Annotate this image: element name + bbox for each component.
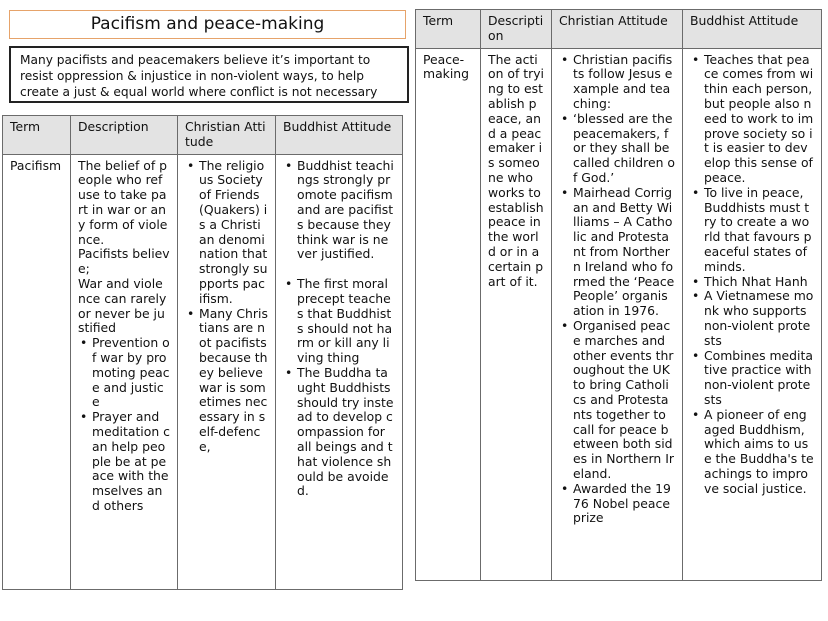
table-header-row (416, 10, 822, 49)
header-term: Term (416, 10, 481, 49)
intro-text: Many pacifists and peacemakers believe it’s important to resist oppression & injustice in non-violent ways, to help create a just & equal world where conflict is not necessary (9, 46, 409, 103)
buddhist-bullet: • A Vietnamese monk who supports non-violent protests (704, 289, 814, 348)
header-description: Description (481, 10, 552, 49)
buddhist-attitude-cell (683, 48, 822, 580)
christian-bullet: • Organised peace marches and other events throughout the UK to bring Catholics and Protestants together to call for peace between both sides in Northern Ireland. (573, 319, 675, 482)
table-row (416, 48, 822, 580)
peace-making-table (415, 9, 822, 581)
buddhist-bullet: • To live in peace, Buddhists must try to create a world that favours peaceful states of minds. (704, 186, 814, 275)
description-line: The belief of people who refuse to take part in war or any form of violence. (78, 157, 168, 247)
header-term: Term (3, 116, 71, 155)
buddhist-bullet: • The first moral precept teaches that Buddhists should not harm or kill any living thing (297, 277, 395, 366)
christian-bullet: • Awarded the 1976 Nobel peace prize (573, 482, 675, 526)
table-row (3, 154, 403, 589)
header-description: Description (71, 116, 178, 155)
christian-attitude-cell (178, 154, 276, 589)
header-christian-attitude: Christian Attitude (552, 10, 683, 49)
table-header-row (3, 116, 403, 155)
header-buddhist-attitude: Buddhist Attitude (276, 116, 403, 155)
term-cell: Peace-making (416, 48, 481, 580)
buddhist-attitude-cell (276, 154, 403, 589)
pacifism-table (2, 115, 403, 590)
description-bullet: • Prayer and meditation can help people be at peace with themselves and others (92, 410, 170, 514)
description-bullet: • Prevention of war by promoting peace and justice (92, 336, 170, 410)
description-line: War and violence can rarely or never be justified (78, 275, 167, 336)
description-cell (71, 154, 178, 589)
christian-bullet: • Many Christians are not pacifists because they believe war is sometimes necessary in self-defence, (199, 307, 268, 455)
buddhist-bullet: • Buddhist teachings strongly promote pacifism and are pacifists because they think war is never justified. (297, 159, 395, 263)
buddhist-bullet: • Thich Nhat Hanh (704, 275, 814, 290)
christian-bullet: • ‘blessed are the peacemakers, for they shall be called children of God.’ (573, 112, 675, 186)
buddhist-bullet: • The Buddha taught Buddhists should try instead to develop compassion for all beings and that violence should be avoided. (297, 366, 395, 499)
christian-bullet: • Christian pacifists follow Jesus example and teaching: (573, 53, 675, 112)
description-line: Pacifists believe; (78, 246, 170, 277)
description-cell: The action of trying to establish peace, and a peacemaker is someone who works to establish peace in the world or in a certain part of it. (481, 48, 552, 580)
christian-attitude-cell (552, 48, 683, 580)
buddhist-bullet: • Teaches that peace comes from within each person, but people also need to work to improve society so it is easier to develop this sense of peace. (704, 53, 814, 186)
header-buddhist-attitude: Buddhist Attitude (683, 10, 822, 49)
page-title: Pacifism and peace-making (9, 10, 406, 39)
term-cell: Pacifism (3, 154, 71, 589)
buddhist-bullet: • Combines meditative practice with non-violent protests (704, 349, 814, 408)
header-christian-attitude: Christian Attitude (178, 116, 276, 155)
christian-bullet: • Mairhead Corrigan and Betty Williams – A Catholic and Protestant from Northern Ireland who formed the ‘Peace People’ organisation in 1976. (573, 186, 675, 319)
christian-bullet: • The religious Society of Friends (Quakers) is a Christian denomination that strongly supports pacifism. (199, 159, 268, 307)
buddhist-bullet: • A pioneer of engaged Buddhism, which aims to use the Buddha's teachings to improve social justice. (704, 408, 814, 497)
